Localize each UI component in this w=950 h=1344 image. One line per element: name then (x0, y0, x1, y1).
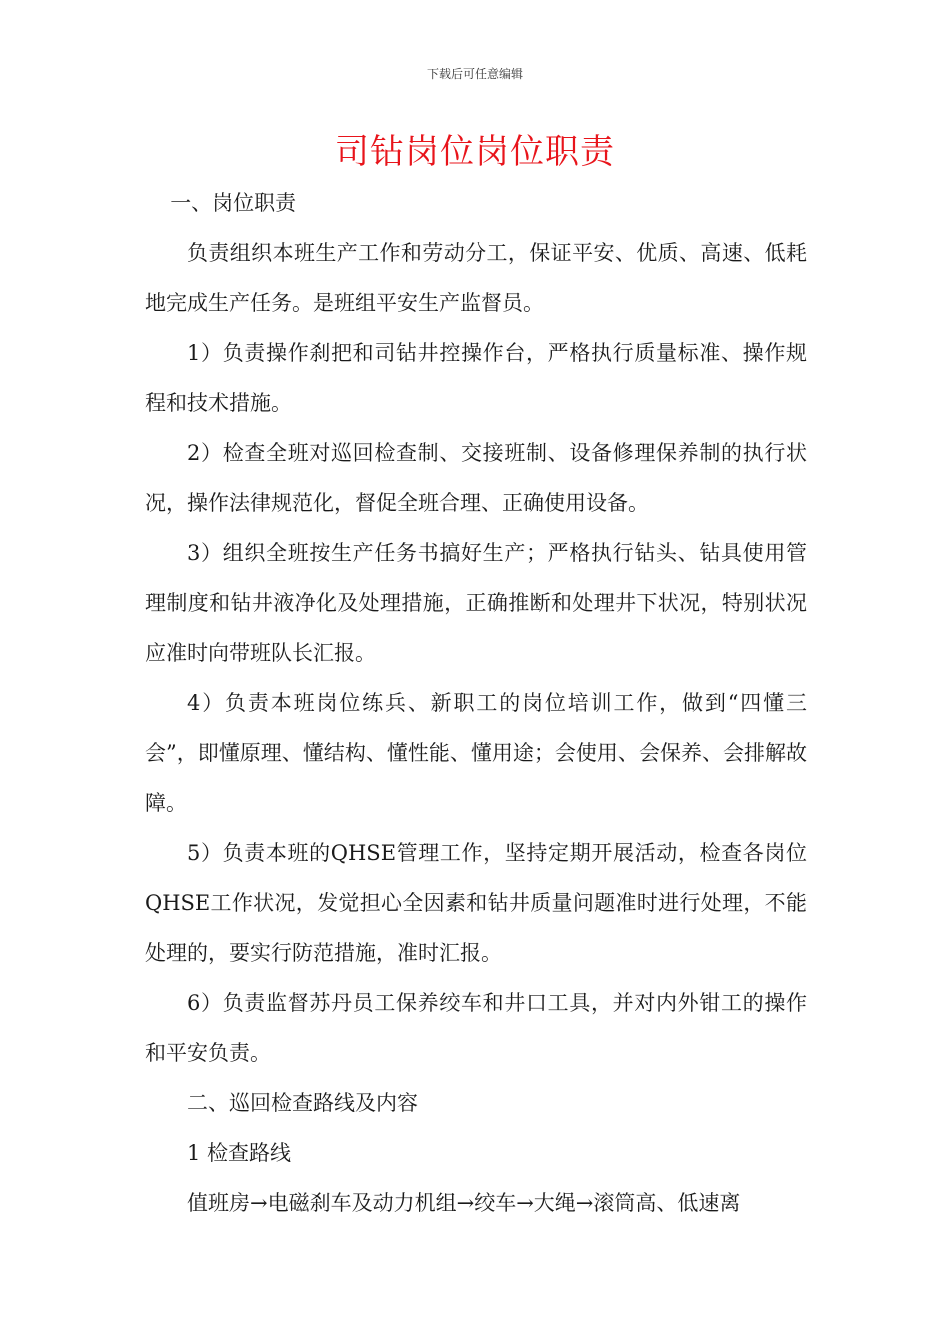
paragraph-item-1: 1）负责操作刹把和司钻井控操作台，严格执行质量标准、操作规程和技术措施。 (145, 341, 807, 415)
paragraph-item-4: 4）负责本班岗位练兵、新职工的岗位培训工作，做到“四懂三会”，即懂原理、懂结构、懂性能、懂用途；会使用、会保养、会排解故障。 (145, 691, 807, 815)
page-header: 下载后可任意编辑 (426, 67, 523, 81)
section-heading-inspection: 二、巡回检查路线及内容 (187, 1091, 418, 1115)
paragraph-item-2: 2）检查全班对巡回检查制、交接班制、设备修理保养制的执行状况，操作法律规范化，督促全班合理、正确使用设备。 (145, 441, 807, 515)
subheading-route: 1 检查路线 (187, 1141, 292, 1165)
document-body (145, 178, 807, 1228)
paragraph-item-5: 5）负责本班的QHSE管理工作，坚持定期开展活动，检查各岗位QHSE工作状况，发觉担心全因素和钻井质量问题准时进行处理，不能处理的，要实行防范措施，准时汇报。 (145, 841, 807, 965)
paragraph-route: 值班房→电磁刹车及动力机组→绞车→大绳→滚筒高、低速离 (187, 1191, 741, 1215)
section-heading-duties: 一、岗位职责 (170, 191, 297, 215)
paragraph-item-3: 3）组织全班按生产任务书搞好生产；严格执行钻头、钻具使用管理制度和钻井液净化及处理措施，正确推断和处理井下状况，特别状况应准时向带班队长汇报。 (145, 541, 807, 665)
paragraph-overview: 负责组织本班生产工作和劳动分工，保证平安、优质、高速、低耗地完成生产任务。是班组平安生产监督员。 (145, 241, 807, 315)
paragraph-item-6: 6）负责监督苏丹员工保养绞车和井口工具，并对内外钳工的操作和平安负责。 (145, 991, 807, 1065)
document-title: 司钻岗位岗位职责 (335, 132, 615, 172)
